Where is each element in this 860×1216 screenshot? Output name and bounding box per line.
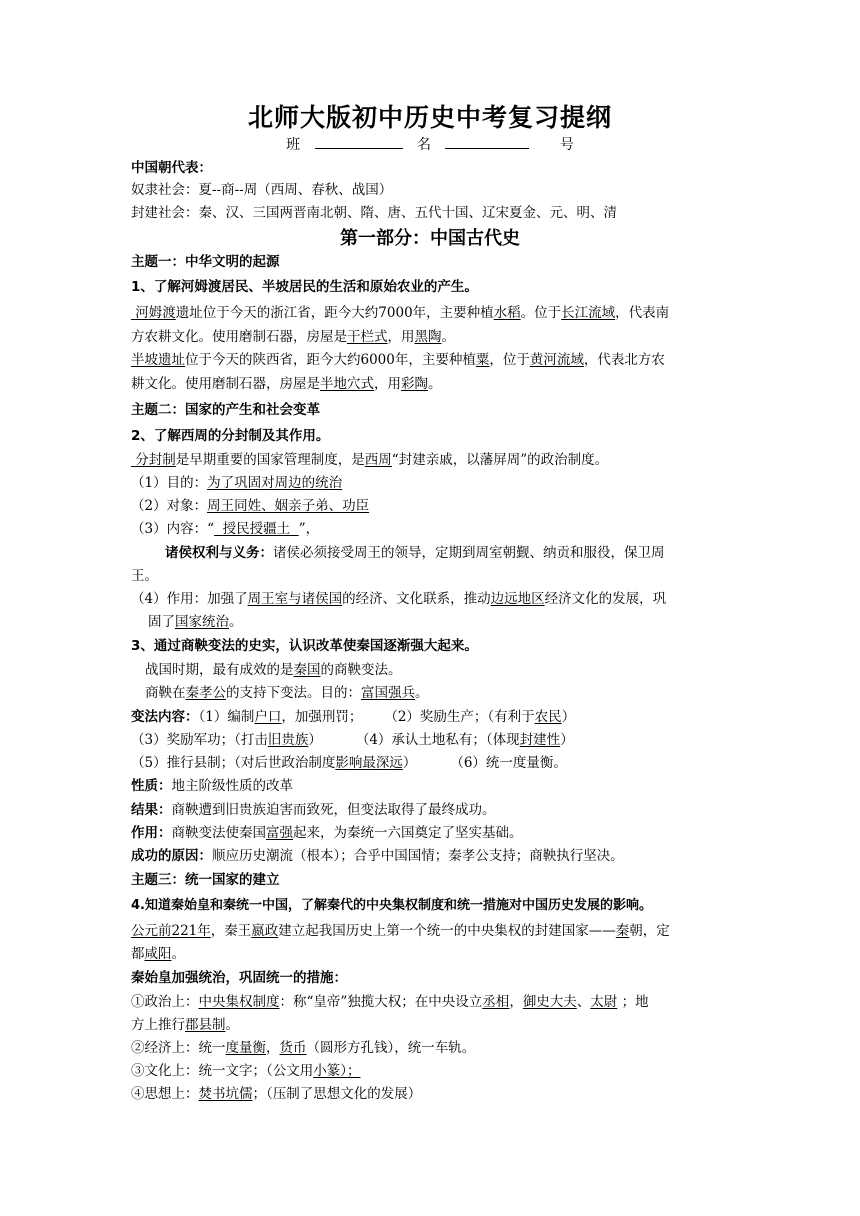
economy-line: ②经济上：统一度量衡，货币（圆形方孔钱），统一车轨。: [131, 1040, 476, 1056]
unify-line-2: 都咸阳。: [131, 946, 185, 962]
effect-v2: 边远地区: [490, 591, 545, 607]
banpo-house: 半地穴式: [320, 376, 374, 392]
point1-heading: 1、了解河姆渡居民、半坡居民的生活和原始农业的产生。: [131, 279, 478, 295]
part-title: 第一部分：中国古代史: [340, 228, 520, 249]
hemudu-river: 长江流域: [561, 305, 616, 321]
fenfeng-term: 分封制: [135, 452, 176, 468]
rights-line-1: 诸侯权利与义务：诸侯必须接受周王的领导，定期到周室朝觐、纳贡和服役，保卫周: [165, 545, 665, 561]
politics-line-1: ①政治上：中央集权制度：称“皇帝”独揽大权；在中央设立丞相，御史大夫、太尉 ；地: [131, 994, 649, 1010]
hemudu-pottery: 黑陶: [414, 329, 442, 345]
feudal-society-line: 封建社会：秦、汉、三国两晋南北朝、隋、唐、五代十国、辽宋夏金、元、明、清: [131, 205, 617, 221]
shang-line-1: 战国时期，最有成效的是秦国的商鞅变法。: [145, 662, 402, 678]
shang-goal: 富国强兵: [361, 685, 415, 701]
fenfeng-content: （3）内容：“ 授民授疆土 ”，: [131, 521, 320, 537]
culture-line: ③文化上：统一文字；（公文用小篆）；: [131, 1063, 361, 1079]
point3-heading: 3、通过商鞅变法的史实，认识改革使秦国逐渐强大起来。: [131, 638, 478, 654]
content-value: 授民授疆土: [222, 521, 291, 537]
reform-nature: 性质：地主阶级性质的改革: [131, 778, 293, 794]
banpo-line-1: 半坡遗址位于今天的陕西省，距今大约6000年，主要种植粟，位于黄河流域，代表北方农: [131, 352, 665, 368]
reform-line-3: （5）推行县制；（对后世政治制度影响最深远） （6）统一度量衡。: [131, 755, 567, 771]
targets-value: 周王同姓、姻亲子弟、功臣: [207, 498, 370, 514]
name-blank[interactable]: [445, 134, 529, 149]
effect-line-1: （4）作用：加强了周王室与诸侯国的经济、文化联系，推动边远地区经济文化的发展，巩: [131, 591, 667, 607]
reform-role: 作用：商鞅变法使秦国富强起来，为秦统一六国奠定了坚实基础。: [131, 825, 523, 841]
banpo-term: 半坡遗址: [131, 352, 185, 368]
shang-state: 秦国: [293, 662, 321, 678]
shang-line-2: 商鞅在秦孝公的支持下变法。目的：富国强兵。: [145, 685, 429, 701]
fenfeng-purpose: （1）目的：为了巩固对周边的统治: [131, 475, 343, 491]
banpo-river: 黄河流域: [529, 352, 584, 368]
document-title: 北师大版初中历史中考复习提纲: [247, 103, 612, 132]
politics-line-2: 方上推行郡县制。: [131, 1017, 239, 1033]
effect-line-2: 固了国家统治。: [148, 614, 243, 630]
banpo-pottery: 彩陶: [401, 376, 428, 392]
theme1-title: 主题一：中华文明的起源: [131, 254, 280, 270]
name-label: 名: [417, 137, 431, 153]
thought-line: ④思想上：焚书坑儒；（压制了思想文化的发展）: [131, 1086, 422, 1102]
theme3-title: 主题三：统一国家的建立: [131, 872, 280, 888]
student-info-line: [0, 134, 860, 154]
point2-heading: 2、了解西周的分封制及其作用。: [131, 428, 330, 444]
hemudu-house: 干栏式: [347, 329, 388, 345]
number-label: 号: [559, 137, 574, 153]
effect-v3: 国家统治: [175, 614, 229, 630]
hemudu-crop: 水稻: [493, 305, 521, 321]
fenfeng-targets: （2）对象：周王同姓、姻亲子弟、功臣: [131, 498, 370, 514]
effect-v1: 周王室与诸侯国: [247, 591, 343, 607]
shang-king: 秦孝公: [185, 685, 226, 701]
banpo-line-2: 耕文化。使用磨制石器，房屋是半地穴式，用彩陶。: [131, 376, 442, 392]
reform-line-2: （3）奖励军功；（打击旧贵族） （4）承认土地私有；（体现封建性）: [131, 732, 574, 748]
measures-title: 秦始皇加强统治，巩固统一的措施：: [131, 970, 347, 986]
hemudu-line-2: 方农耕文化。使用磨制石器，房屋是干栏式，用黑陶。: [131, 329, 455, 345]
dynasty-table-label: 中国朝代表：: [131, 160, 212, 176]
reform-line-1: 变法内容：（1）编制户口，加强刑罚； （2）奖励生产；（有利于农民）: [131, 709, 576, 725]
fenfeng-dynasty: 西周: [364, 452, 392, 468]
hemudu-term: 河姆渡: [135, 305, 176, 321]
banpo-crop: 粟: [475, 352, 490, 368]
reform-result: 结果：商鞅遭到旧贵族迫害而致死，但变法取得了最终成功。: [131, 802, 496, 818]
rights-line-2: 王。: [131, 568, 158, 584]
class-label: 班: [286, 137, 301, 153]
reform-success: 成功的原因：顺应历史潮流（根本）；合乎中国国情；秦孝公支持；商鞅执行坚决。: [131, 848, 624, 864]
unify-line-1: 公元前221年，秦王嬴政建立起我国历史上第一个统一的中央集权的封建国家——秦朝，定: [131, 923, 670, 939]
hemudu-line-1: 河姆渡遗址位于今天的浙江省，距今大约7000年，主要种植水稻。位于长江流域，代表南: [131, 303, 731, 323]
fenfeng-intro: 分封制是早期重要的国家管理制度，是西周“封建亲戚，以藩屏周”的政治制度。: [131, 450, 731, 470]
class-blank[interactable]: [315, 134, 403, 149]
theme2-title: 主题二：国家的产生和社会变革: [131, 402, 320, 418]
purpose-value: 为了巩固对周边的统治: [207, 475, 343, 491]
point4-heading: 4.知道秦始皇和秦统一中国，了解秦代的中央集权制度和统一措施对中国历史发展的影响。: [131, 898, 652, 913]
slave-society-line: 奴隶社会：夏--商--周（西周、春秋、战国）: [131, 182, 393, 198]
